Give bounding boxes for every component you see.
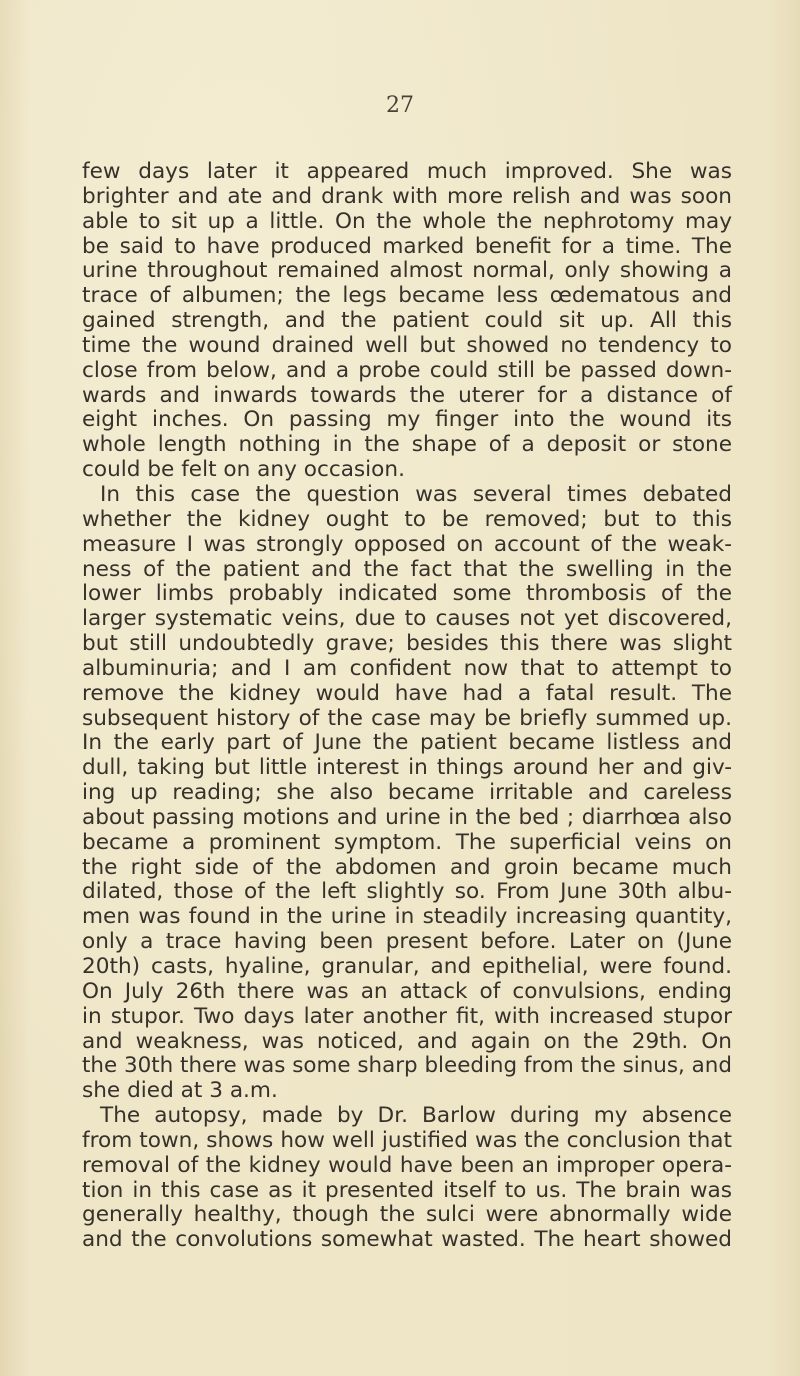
text-line: few days later it appeared much improved. She was <box>82 159 732 184</box>
text-line: the right side of the abdomen and groin became much <box>82 854 732 880</box>
text-line: time the wound drained well but showed no tendency to <box>82 332 732 358</box>
text-line: lower limbs probably indicated some thrombosis of the <box>82 581 732 607</box>
text-line: be said to have produced marked benefit for a time. The <box>82 233 732 259</box>
text-line: measure I was strongly opposed on account of the weak- <box>82 531 732 557</box>
text-line: The autopsy, made by Dr. Barlow during my absence <box>100 1103 732 1129</box>
text-line: remove the kidney would have had a fatal result. The <box>82 680 732 706</box>
text-line: about passing motions and urine in the bed ; diarrhœa also <box>82 804 732 830</box>
text-line: from town, shows how well justified was the conclusion that <box>82 1127 732 1153</box>
text-line: tion in this case as it presented itself to us. The brain was <box>82 1177 732 1203</box>
text-line: urine throughout remained almost normal, only showing a <box>82 258 732 284</box>
text-line: eight inches. On passing my finger into the wound its <box>82 407 732 433</box>
text-line: whole length nothing in the shape of a deposit or stone <box>82 432 732 458</box>
text-line: removal of the kidney would have been an improper opera- <box>82 1152 732 1178</box>
page-number: 27 <box>386 93 414 118</box>
text-line: dilated, those of the left slightly so. From June 30th albu- <box>82 879 732 905</box>
text-line: ness of the patient and the fact that the swelling in the <box>82 556 732 582</box>
text-line: she died at 3 a.m. <box>82 1078 278 1104</box>
text-line: and the convolutions somewhat wasted. The heart showed <box>82 1227 732 1253</box>
text-line: gained strength, and the patient could sit up. All this <box>82 308 732 334</box>
text-line: only a trace having been present before. Later on (June <box>82 929 732 955</box>
text-line: became a prominent symptom. The superficial veins on <box>82 829 732 855</box>
text-line: In this case the question was several times debated <box>100 481 732 507</box>
text-line: trace of albumen; the legs became less œdematous and <box>82 283 732 309</box>
text-line: men was found in the urine in steadily increasing quantity, <box>82 904 732 930</box>
text-line: brighter and ate and drank with more relish and was soon <box>82 183 732 209</box>
text-line: close from below, and a probe could still be passed down- <box>82 357 732 383</box>
text-line: dull, taking but little interest in things around her and giv- <box>82 755 732 781</box>
text-line: In the early part of June the patient became listless and <box>82 730 732 756</box>
text-line: the 30th there was some sharp bleeding from the sinus, and <box>82 1053 732 1079</box>
text-line: ing up reading; she also became irritable and careless <box>82 780 732 806</box>
text-line: whether the kidney ought to be removed; but to this <box>82 506 732 532</box>
text-line: wards and inwards towards the uterer for a distance of <box>82 382 732 408</box>
text-line: On July 26th there was an attack of convulsions, ending <box>82 978 732 1004</box>
text-line: subsequent history of the case may be briefly summed up. <box>82 705 732 731</box>
text-line: larger systematic veins, due to causes not yet discovered, <box>82 606 732 632</box>
text-line: could be felt on any occasion. <box>82 457 405 483</box>
text-line: able to sit up a little. On the whole the nephrotomy may <box>82 208 732 234</box>
text-line: and weakness, was noticed, and again on the 29th. On <box>82 1028 732 1054</box>
text-line: but still undoubtedly grave; besides this there was slight <box>82 631 732 657</box>
text-line: albuminuria; and I am confident now that to attempt to <box>82 655 732 681</box>
text-line: generally healthy, though the sulci were abnormally wide <box>82 1202 732 1228</box>
body-text <box>82 160 732 1253</box>
text-line: 20th) casts, hyaline, granular, and epithelial, were found. <box>82 954 732 979</box>
text-line: in stupor. Two days later another fit, with increased stupor <box>82 1003 732 1029</box>
